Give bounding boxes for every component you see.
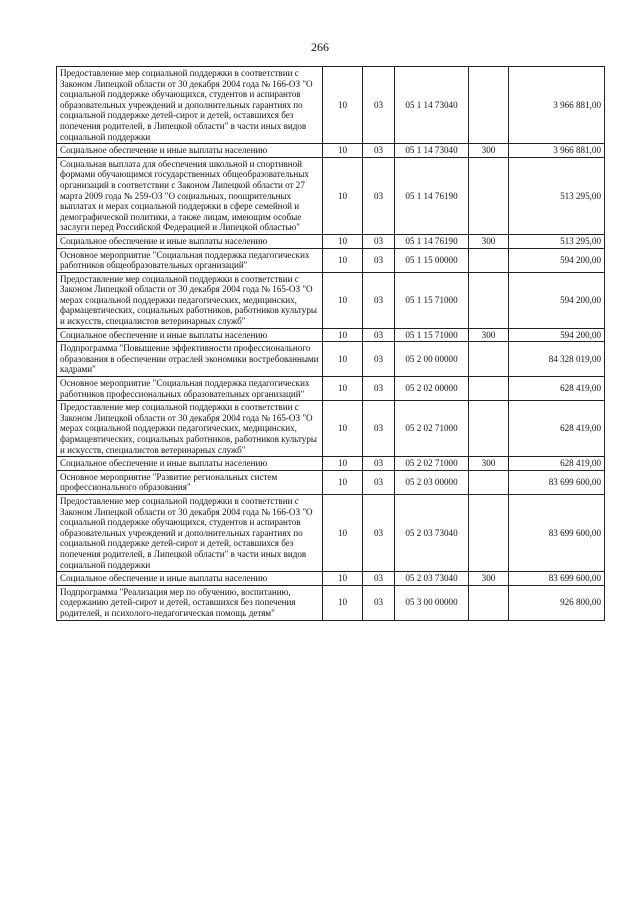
row-description: Предоставление мер социальной поддержки в соответствии с Законом Липецкой области от 30 декабря 2004 года № 166-ОЗ "О социальной поддержке обучающихся, студентов и аспирантов образовательных учреждений и дополнительных гарантиях по социальной поддержке детей-сирот и детей, оставшихся без попечения родителей, в Липецкой области" в части иных видов социальной поддержки [57,494,323,571]
row-expense-type: 300 [469,144,509,158]
row-target-code: 05 1 14 76190 [395,157,469,234]
row-target-code: 05 2 03 73040 [395,494,469,571]
row-section: 10 [323,248,363,272]
row-section: 10 [323,572,363,586]
row-description: Социальное обеспечение и иные выплаты населению [57,572,323,586]
row-description: Социальная выплата для обеспечения школьной и спортивной формами обучающимся государственных общеобразовательных организаций в соответствии с Законом Липецкой области от 27 марта 2009 года № 259-ОЗ "О социальных, поощрительных выплатах и мерах социальной поддержки в сфере семейной и демографической политики, а также лицам, имеющим особые заслуги перед Российской Федерацией и Липецкой областью" [57,157,323,234]
row-description: Предоставление мер социальной поддержки в соответствии с Законом Липецкой области от 30 декабря 2004 года № 166-ОЗ "О социальной поддержке обучающихся, студентов и аспирантов образовательных учреждений и дополнительных гарантиях по социальной поддержке детей-сирот и детей, оставшихся без попечения родителей, в Липецкой области" в части иных видов социальной поддержки [57,67,323,144]
table-row [57,494,605,571]
row-amount: 594 200,00 [509,272,605,328]
row-subsection: 03 [363,67,395,144]
row-section: 10 [323,377,363,401]
row-target-code: 05 1 15 00000 [395,248,469,272]
row-subsection: 03 [363,144,395,158]
table-row [57,342,605,377]
row-expense-type: 300 [469,457,509,471]
row-target-code: 05 1 15 71000 [395,328,469,342]
row-subsection: 03 [363,401,395,457]
row-amount: 628 419,00 [509,457,605,471]
table-row [57,585,605,620]
row-target-code: 05 3 00 00000 [395,585,469,620]
table-row [57,572,605,586]
row-subsection: 03 [363,572,395,586]
row-description: Основное мероприятие "Социальная поддержка педагогических работников профессиональных образовательных организаций" [57,377,323,401]
table-row [57,144,605,158]
row-section: 10 [323,328,363,342]
row-amount: 594 200,00 [509,248,605,272]
row-subsection: 03 [363,457,395,471]
row-amount: 84 328 019,00 [509,342,605,377]
row-subsection: 03 [363,494,395,571]
row-target-code: 05 1 14 73040 [395,144,469,158]
table-row [57,67,605,144]
row-expense-type [469,377,509,401]
row-subsection: 03 [363,470,395,494]
row-section: 10 [323,342,363,377]
row-target-code: 05 2 02 71000 [395,457,469,471]
table-row [57,328,605,342]
row-target-code: 05 1 14 73040 [395,67,469,144]
row-section: 10 [323,234,363,248]
row-expense-type [469,342,509,377]
row-target-code: 05 2 03 73040 [395,572,469,586]
row-amount: 3 966 881,00 [509,67,605,144]
row-amount: 628 419,00 [509,377,605,401]
row-description: Социальное обеспечение и иные выплаты населению [57,328,323,342]
row-expense-type [469,157,509,234]
row-description: Основное мероприятие "Социальная поддержка педагогических работников общеобразовательных организаций" [57,248,323,272]
row-section: 10 [323,144,363,158]
row-subsection: 03 [363,157,395,234]
row-expense-type [469,494,509,571]
row-amount: 594 200,00 [509,328,605,342]
table-row [57,457,605,471]
row-description: Подпрограмма "Повышение эффективности профессионального образования в обеспечении отраслей экономики востребованными кадрами" [57,342,323,377]
row-expense-type [469,401,509,457]
budget-table [56,66,605,621]
row-description: Социальное обеспечение и иные выплаты населению [57,234,323,248]
row-subsection: 03 [363,248,395,272]
row-section: 10 [323,494,363,571]
row-target-code: 05 1 15 71000 [395,272,469,328]
table-row [57,377,605,401]
row-section: 10 [323,157,363,234]
row-target-code: 05 1 14 76190 [395,234,469,248]
row-description: Социальное обеспечение и иные выплаты населению [57,457,323,471]
row-amount: 83 699 600,00 [509,470,605,494]
row-section: 10 [323,457,363,471]
row-target-code: 05 2 00 00000 [395,342,469,377]
row-description: Основное мероприятие "Развитие региональных систем профессионального образования" [57,470,323,494]
table-row [57,272,605,328]
row-target-code: 05 2 02 71000 [395,401,469,457]
row-amount: 513 295,00 [509,157,605,234]
row-target-code: 05 2 03 00000 [395,470,469,494]
row-expense-type: 300 [469,328,509,342]
table-row [57,401,605,457]
row-section: 10 [323,272,363,328]
row-subsection: 03 [363,585,395,620]
row-expense-type [469,67,509,144]
row-description: Социальное обеспечение и иные выплаты населению [57,144,323,158]
row-description: Подпрограмма "Реализация мер по обучению, воспитанию, содержанию детей-сирот и детей, оставшихся без попечения родителей, и психолого-педагогическая помощь детям" [57,585,323,620]
row-expense-type: 300 [469,572,509,586]
row-description: Предоставление мер социальной поддержки в соответствии с Законом Липецкой области от 30 декабря 2004 года № 165-ОЗ "О мерах социальной поддержки педагогических, медицинских, фармацевтических, социальных работников, работников культуры и искусств, специалистов ветеринарных служб" [57,401,323,457]
row-subsection: 03 [363,272,395,328]
row-section: 10 [323,585,363,620]
row-section: 10 [323,470,363,494]
row-expense-type [469,248,509,272]
table-body [57,67,605,621]
row-amount: 3 966 881,00 [509,144,605,158]
row-section: 10 [323,67,363,144]
table-row [57,248,605,272]
row-expense-type [469,272,509,328]
row-amount: 628 419,00 [509,401,605,457]
row-section: 10 [323,401,363,457]
table-row [57,234,605,248]
row-subsection: 03 [363,234,395,248]
row-expense-type [469,585,509,620]
row-expense-type [469,470,509,494]
row-description: Предоставление мер социальной поддержки в соответствии с Законом Липецкой области от 30 декабря 2004 года № 165-ОЗ "О мерах социальной поддержки педагогических, медицинских, фармацевтических, социальных работников, работников культуры и искусств, специалистов ветеринарных служб" [57,272,323,328]
row-amount: 83 699 600,00 [509,572,605,586]
row-amount: 513 295,00 [509,234,605,248]
table-row [57,470,605,494]
row-amount: 926 800,00 [509,585,605,620]
row-expense-type: 300 [469,234,509,248]
table-row [57,157,605,234]
row-subsection: 03 [363,377,395,401]
row-amount: 83 699 600,00 [509,494,605,571]
row-subsection: 03 [363,342,395,377]
row-subsection: 03 [363,328,395,342]
page-number: 266 [311,40,329,54]
row-target-code: 05 2 02 00000 [395,377,469,401]
